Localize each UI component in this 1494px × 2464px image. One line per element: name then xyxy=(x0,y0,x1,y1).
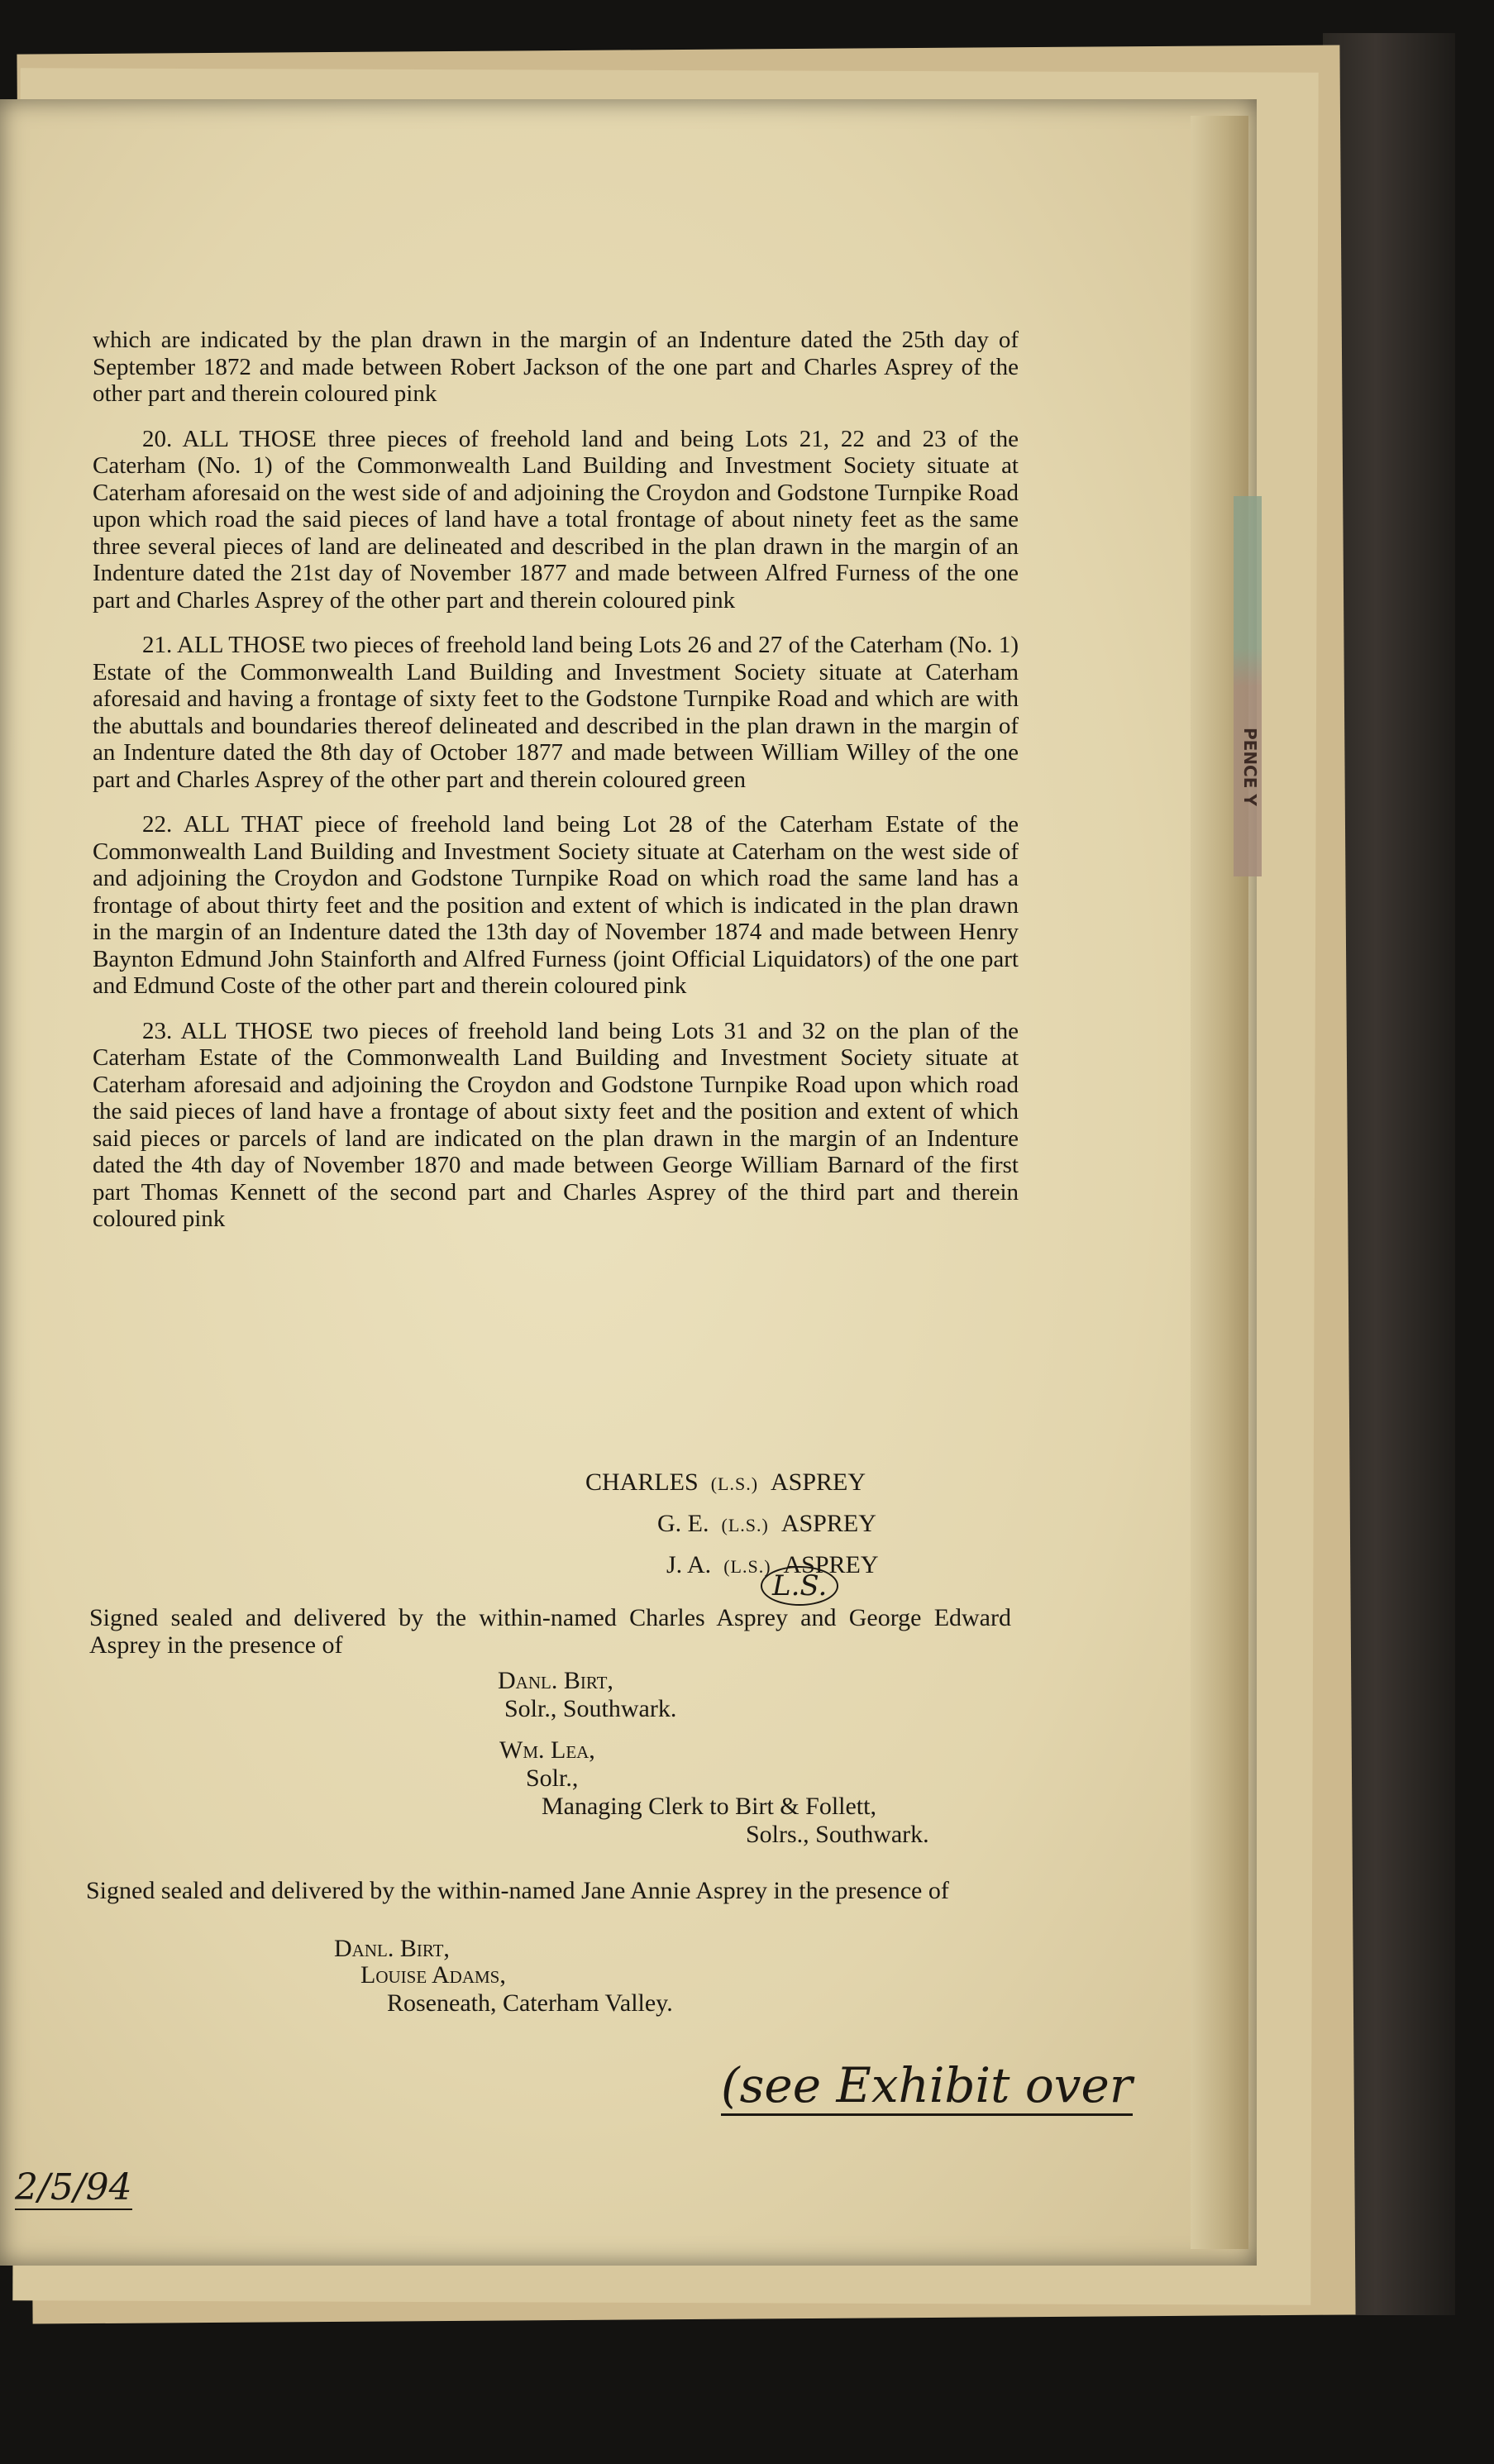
witness-birt-2: Danl. Birt, xyxy=(334,1935,450,1962)
attestation-1: Signed sealed and delivered by the within-named Charles Asprey and George Edward Asprey in the presence of xyxy=(89,1604,1011,1659)
witness-adams: Louise Adams, xyxy=(360,1961,506,1989)
witness-adams-address: Roseneath, Caterham Valley. xyxy=(387,1989,673,2017)
paragraph-21: 21. ALL THOSE two pieces of freehold land being Lots 26 and 27 of the Caterham (No. 1) Estate of the Commonwealth Land Building and Investment Society situate at Caterham aforesaid and having a frontage of sixty feet to the Godstone Turnpike Road and which are with the abuttals and boundaries thereof delineated and described in the plan drawn in the margin of an Indenture dated the 8th day of October 1877 and made between William Willey of the one part and Charles Asprey of the other part and therein coloured green xyxy=(93,632,1019,793)
witness-lea-firm: Solrs., Southwark. xyxy=(746,1821,929,1848)
witness-birt-role: Solr., Southwark. xyxy=(504,1695,677,1722)
folded-page-edge xyxy=(1191,116,1248,2249)
witness-lea: Wm. Lea, xyxy=(499,1736,595,1764)
paragraph-20: 20. ALL THOSE three pieces of freehold land and being Lots 21, 22 and 23 of the Caterham (No. 1) of the Commonwealth Land Building and Investment Society situate at Caterham aforesaid on the west side of and adjoining the Croydon and Godstone Turnpike Road upon which road the said pieces of land have a total frontage of about ninety feet as the same three several pieces of land are delineated and described in the plan drawn in the margin of an Indenture dated the 21st day of November 1877 and made between Alfred Furness of the one part and Charles Asprey of the other part and therein coloured pink xyxy=(93,425,1019,614)
attestation-2: Signed sealed and delivered by the within-named Jane Annie Asprey in the presence of xyxy=(86,1877,949,1904)
revenue-stamp xyxy=(1234,496,1262,876)
seal-mark-handwritten: L.S. xyxy=(761,1566,838,1606)
deed-text xyxy=(93,327,1019,1251)
revenue-stamp-text: PENCE Y xyxy=(1240,728,1260,806)
signature-charles: CHARLES (L.S.) ASPREY xyxy=(585,1468,866,1496)
witness-lea-role: Solr., xyxy=(526,1764,579,1792)
witness-birt: Danl. Birt, xyxy=(498,1667,613,1694)
paragraph-continuation: which are indicated by the plan drawn in the margin of an Indenture dated the 25th day of September 1872 and made between Robert Jackson of the one part and Charles Asprey of the other part and therein coloured pink xyxy=(93,327,1019,407)
paragraph-23: 23. ALL THOSE two pieces of freehold land being Lots 31 and 32 on the plan of the Caterham Estate of the Commonwealth Land Building and Investment Society situate at Caterham aforesaid and adjoining the Croydon and Godstone Turnpike Road upon which road the said pieces of land have a frontage of about sixty feet and the position and extent of which said pieces or parcels of land are indicated on the plan drawn in the margin of an Indenture dated the 4th day of November 1870 and made between George William Barnard of the first part Thomas Kennett of the second part and Charles Asprey of the third part and therein coloured pink xyxy=(93,1017,1019,1232)
paragraph-22: 22. ALL THAT piece of freehold land being Lot 28 of the Caterham Estate of the Commonwealth Land Building and Investment Society situate at Caterham on the west side of and adjoining the Croydon and Godstone Turnpike Road on which road the same land has a frontage of about thirty feet and the position and extent of which is indicated in the plan drawn in the margin of an Indenture dated the 13th day of November 1874 and made between Henry Baynton Edmund John Stainforth and Alfred Furness (joint Official Liquidators) of the one part and Edmund Coste of the other part and therein coloured pink xyxy=(93,811,1019,999)
witness-lea-clerk: Managing Clerk to Birt & Follett, xyxy=(542,1793,876,1820)
exhibit-note-handwritten: (see Exhibit over xyxy=(721,2057,1133,2116)
signature-ja: J. A. (L.S.) ASPREY xyxy=(666,1551,879,1578)
margin-date-handwritten: 2/5/94 xyxy=(15,2166,132,2209)
signature-ge: G. E. (L.S.) ASPREY xyxy=(657,1510,876,1537)
